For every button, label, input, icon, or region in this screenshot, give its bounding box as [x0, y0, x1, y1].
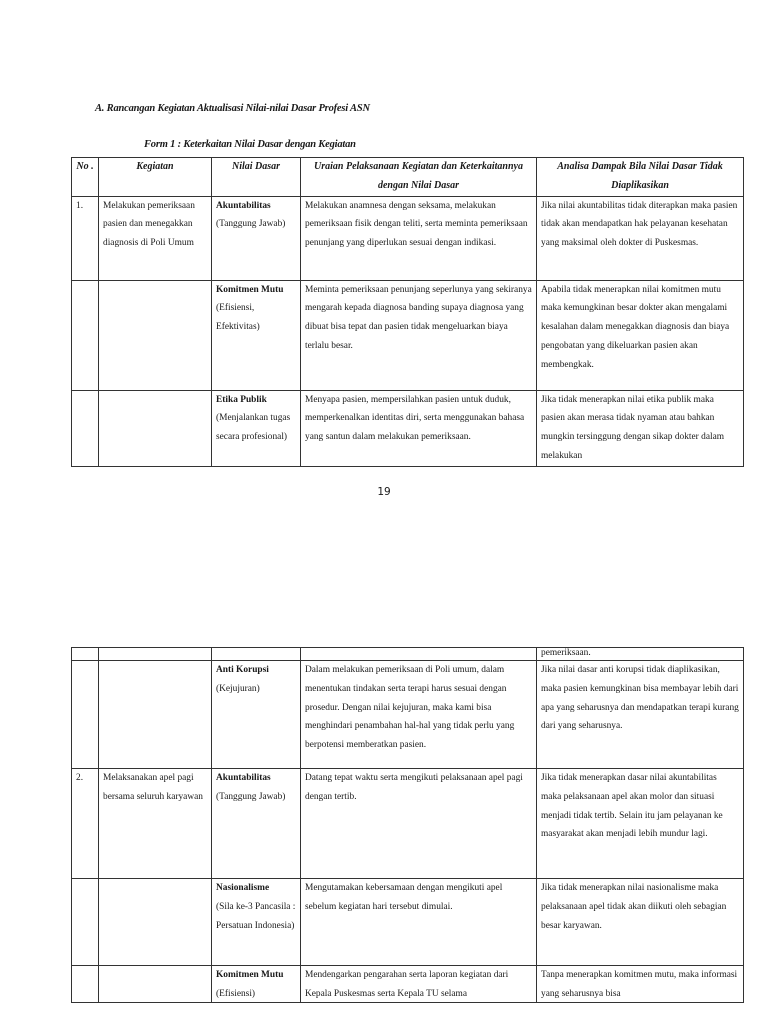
- uraian-cell: Melakukan anamnesa dengan seksama, melakukan pemeriksaan fisik dengan teliti, serta meminta pemeriksaan penunjang yang diperlukan sesuai dengan indikasi.: [301, 196, 537, 280]
- nilai-dasar-name: Etika Publik: [216, 394, 267, 405]
- nilai-dasar-cell: [212, 769, 301, 879]
- nilai-dasar-name: Akuntabilitas: [216, 200, 271, 211]
- uraian-cell: Mendengarkan pengarahan serta laporan kegiatan dari Kepala Puskesmas serta Kepala TU selama: [301, 966, 537, 1003]
- column-header-no: No .: [72, 158, 99, 197]
- kegiatan-cell: [99, 280, 212, 390]
- uraian-cell: Mengutamakan kebersamaan dengan mengikuti apel sebelum kegiatan hari tersebut dimulai.: [301, 879, 537, 966]
- empty-cell: [212, 648, 301, 661]
- row-number: [72, 661, 99, 769]
- nilai-dasar-desc: (Menjalankan tugas secara profesional): [216, 413, 291, 443]
- analisa-cell: Jika nilai akuntabilitas tidak diterapkan maka pasien tidak akan mendapatkan hak pelayanan kesehatan yang maksimal oleh dokter di Puskesmas.: [537, 196, 744, 280]
- nilai-dasar-cell: [212, 966, 301, 1003]
- nilai-dasar-name: Akuntabilitas: [216, 773, 271, 783]
- table-row: [72, 280, 744, 390]
- kegiatan-cell: [99, 390, 212, 466]
- nilai-dasar-cell: [212, 280, 301, 390]
- activity-table-page-2: [71, 647, 744, 1003]
- table-row: [72, 966, 744, 1003]
- kegiatan-cell: [99, 879, 212, 966]
- section-heading: A. Rancangan Kegiatan Aktualisasi Nilai-nilai Dasar Profesi ASN: [95, 103, 370, 114]
- kegiatan-cell: [99, 966, 212, 1003]
- row-number: [72, 280, 99, 390]
- nilai-dasar-desc: (Kejujuran): [216, 683, 260, 694]
- row-number: 1.: [72, 196, 99, 280]
- nilai-dasar-name: Komitmen Mutu: [216, 970, 284, 980]
- analisa-continuation: pemeriksaan.: [537, 648, 744, 661]
- nilai-dasar-cell: [212, 196, 301, 280]
- uraian-cell: Meminta pemeriksaan penunjang seperlunya yang sekiranya mengarah kepada diagnosa banding supaya diagnosa yang dibuat bisa tepat dan pasien tidak mengeluarkan biaya terlalu besar.: [301, 280, 537, 390]
- nilai-dasar-desc: (Tanggung Jawab): [216, 219, 286, 230]
- nilai-dasar-cell: [212, 390, 301, 466]
- analisa-cell: Tanpa menerapkan komitmen mutu, maka informasi yang seharusnya bisa: [537, 966, 744, 1003]
- nilai-dasar-cell: [212, 879, 301, 966]
- row-number: [72, 390, 99, 466]
- row-number: [72, 966, 99, 1003]
- uraian-cell: Datang tepat waktu serta mengikuti pelaksanaan apel pagi dengan tertib.: [301, 769, 537, 879]
- nilai-dasar-name: Nasionalisme: [216, 883, 270, 893]
- analisa-cell: Jika tidak menerapkan nilai nasionalisme maka pelaksanaan apel tidak akan diikuti oleh sebagian besar karyawan.: [537, 879, 744, 966]
- uraian-cell: Menyapa pasien, mempersilahkan pasien untuk duduk, memperkenalkan identitas diri, serta menggunakan bahasa yang santun dalam melakukan pemeriksaan.: [301, 390, 537, 466]
- table-row: [72, 769, 744, 879]
- kegiatan-cell: Melakukan pemeriksaan pasien dan menegakkan diagnosis di Poli Umum: [99, 196, 212, 280]
- activity-table-page-1: [71, 157, 744, 467]
- table-row: [72, 879, 744, 966]
- kegiatan-cell: [99, 661, 212, 769]
- column-header-analisa: Analisa Dampak Bila Nilai Dasar Tidak Diaplikasikan: [537, 158, 744, 197]
- table-row: [72, 661, 744, 769]
- empty-cell: [301, 648, 537, 661]
- nilai-dasar-desc: (Sila ke-3 Pancasila : Persatuan Indonesia): [216, 901, 296, 931]
- nilai-dasar-name: Anti Korupsi: [216, 665, 269, 675]
- empty-cell: [72, 648, 99, 661]
- analisa-cell: Jika tidak menerapkan dasar nilai akuntabilitas maka pelaksanaan apel akan molor dan situasi menjadi tidak tertib. Selain itu jam pelayanan ke masyarakat akan menjadi lebih mundur lagi.: [537, 769, 744, 879]
- analisa-cell: Jika nilai dasar anti korupsi tidak diaplikasikan, maka pasien kemungkinan bisa membayar lebih dari apa yang seharusnya dan mendapatkan terapi kurang dari yang seharusnya.: [537, 661, 744, 769]
- empty-cell: [99, 648, 212, 661]
- column-header-nilai-dasar: Nilai Dasar: [212, 158, 301, 197]
- nilai-dasar-desc: (Efisiensi, Efektivitas): [216, 303, 260, 333]
- nilai-dasar-desc: (Tanggung Jawab): [216, 791, 286, 802]
- column-header-uraian: Uraian Pelaksanaan Kegiatan dan Keterkaitannya dengan Nilai Dasar: [301, 158, 537, 197]
- analisa-cell: Jika tidak menerapkan nilai etika publik maka pasien akan merasa tidak nyaman atau bahkan mungkin tersinggung dengan sikap dokter dalam melakukan: [537, 390, 744, 466]
- nilai-dasar-desc: (Efisiensi): [216, 988, 256, 999]
- analisa-cell: Apabila tidak menerapkan nilai komitmen mutu maka kemungkinan besar dokter akan mengalami kesalahan dalam menegakkan diagnosis dan biaya pengobatan yang dikeluarkan pasien akan membengkak.: [537, 280, 744, 390]
- nilai-dasar-name: Komitmen Mutu: [216, 284, 284, 295]
- nilai-dasar-cell: [212, 661, 301, 769]
- uraian-cell: Dalam melakukan pemeriksaan di Poli umum, dalam menentukan tindakan serta terapi harus sesuai dengan prosedur. Dengan nilai kejujuran, maka kami bisa menghindari penambahan hal-hal yang tidak perlu yang berpotensi memberatkan pasien.: [301, 661, 537, 769]
- row-number: 2.: [72, 769, 99, 879]
- row-number: [72, 879, 99, 966]
- kegiatan-cell: Melaksanakan apel pagi bersama seluruh karyawan: [99, 769, 212, 879]
- table-row: [72, 648, 744, 661]
- page-number: 19: [377, 486, 391, 498]
- form-title: Form 1 : Keterkaitan Nilai Dasar dengan Kegiatan: [144, 139, 356, 150]
- table-row: [72, 196, 744, 280]
- table-row: [72, 390, 744, 466]
- column-header-kegiatan: Kegiatan: [99, 158, 212, 197]
